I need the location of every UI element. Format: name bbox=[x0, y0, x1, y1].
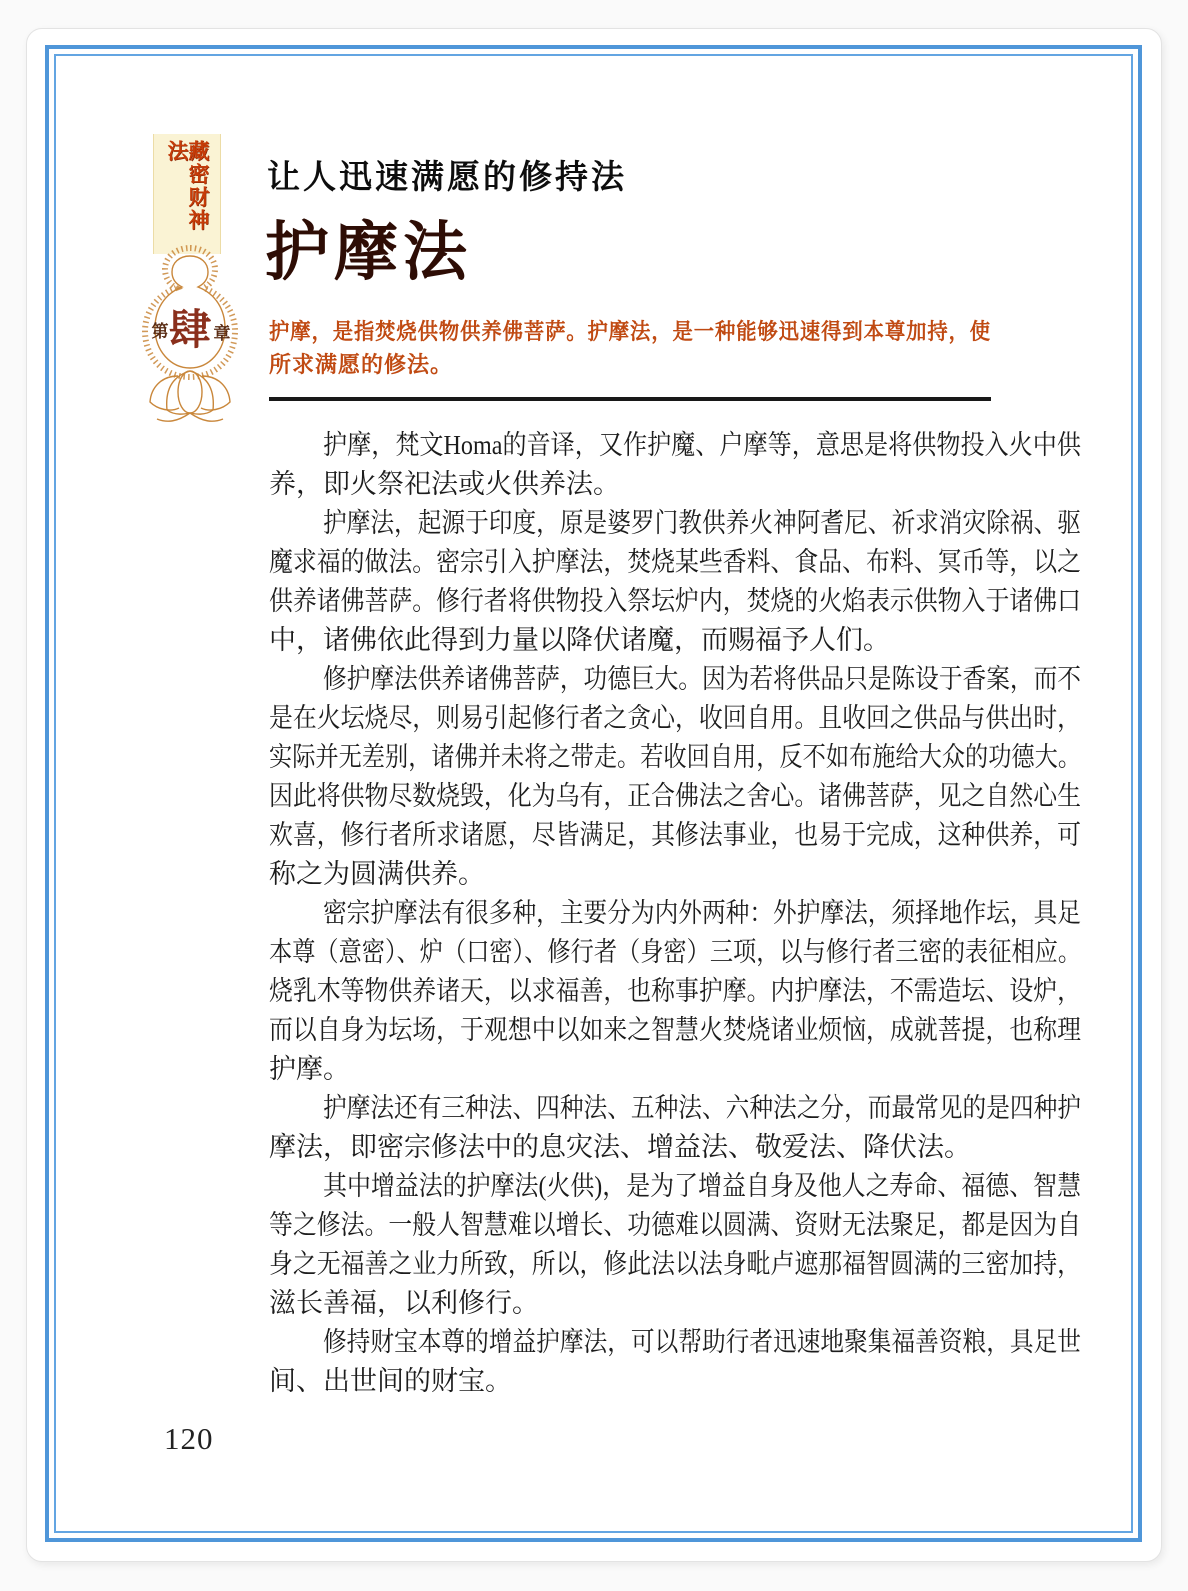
text-line: 所求满愿的修法。 bbox=[269, 352, 454, 377]
text-line: 欢喜，修行者所求诸愿，尽皆满足，其修法事业，也易于完成，这种供养，可 bbox=[269, 820, 1081, 850]
chapter-numeral: 肆 bbox=[168, 308, 212, 354]
header-divider bbox=[269, 397, 991, 401]
text-line: 魔求福的做法。密宗引入护摩法，焚烧某些香料、食品、布料、冥币等，以之 bbox=[269, 547, 1081, 577]
page-title: 护摩法 bbox=[265, 217, 472, 288]
intro-text bbox=[269, 315, 991, 381]
text-line: 养，即火祭祀法或火供养法。 bbox=[269, 469, 620, 499]
lotus-ornament bbox=[150, 371, 230, 421]
text-line: 其中增益法的护摩法(火供)，是为了增益自身及他人之寿命、福德、智慧 bbox=[323, 1171, 1082, 1201]
chapter-emblem bbox=[127, 244, 253, 426]
series-title: 藏密财神法 bbox=[165, 140, 210, 232]
text-line: 密宗护摩法有很多种，主要分为内外两种：外护摩法，须择地作坛，具足 bbox=[323, 898, 1081, 928]
text-line: 中，诸佛依此得到力量以降伏诸魔，而赐福予人们。 bbox=[269, 625, 890, 655]
chapter-suffix: 章 bbox=[213, 324, 231, 343]
text-line: 护摩，梵文Homa的音译，又作护魔、户摩等，意思是将供物投入火中供 bbox=[323, 430, 1081, 460]
text-line: 而以自身为坛场，于观想中以如来之智慧火焚烧诸业烦恼，成就菩提，也称理 bbox=[269, 1015, 1081, 1045]
text-line: 身之无福善之业力所致，所以，修此法以法身毗卢遮那福智圆满的三密加持， bbox=[269, 1249, 1081, 1279]
text-line: 摩法，即密宗修法中的息灾法、增益法、敬爱法、降伏法。 bbox=[269, 1132, 971, 1162]
text-line: 护摩法，起源于印度，原是婆罗门教供养火神阿耆尼、祈求消灾除祸、驱 bbox=[323, 508, 1081, 538]
body-text bbox=[269, 426, 1081, 1401]
text-line: 修护摩法供养诸佛菩萨，功德巨大。因为若将供品只是陈设于香案，而不 bbox=[323, 664, 1081, 694]
series-ribbon bbox=[153, 134, 221, 254]
text-line: 等之修法。一般人智慧难以增长、功德难以圆满、资财无法聚足，都是因为自 bbox=[269, 1210, 1081, 1240]
text-line: 护摩。 bbox=[269, 1054, 350, 1084]
chapter-subtitle: 让人迅速满愿的修持法 bbox=[267, 158, 627, 195]
text-line: 是在火坛烧尽，则易引起修行者之贪心，收回自用。且收回之供品与供出时， bbox=[269, 703, 1081, 733]
text-line: 本尊（意密）、炉（口密）、修行者（身密）三项，以与修行者三密的表征相应。 bbox=[269, 937, 1082, 967]
text-line: 因此将供物尽数烧毁，化为乌有，正合佛法之舍心。诸佛菩萨，见之自然心生 bbox=[269, 781, 1081, 811]
text-line: 护摩法还有三种法、四种法、五种法、六种法之分，而最常见的是四种护 bbox=[323, 1093, 1081, 1123]
text-line: 护摩，是指焚烧供物供养佛菩萨。护摩法，是一种能够迅速得到本尊加持，使 bbox=[269, 319, 992, 344]
text-line: 间、出世间的财宝。 bbox=[269, 1366, 512, 1396]
book-page bbox=[26, 28, 1162, 1562]
chapter-prefix: 第 bbox=[151, 322, 169, 341]
text-line: 烧乳木等物供养诸天，以求福善，也称事护摩。内护摩法，不需造坛、设炉， bbox=[269, 976, 1081, 1006]
text-line: 供养诸佛菩萨。修行者将供物投入祭坛炉内，焚烧的火焰表示供物入于诸佛口 bbox=[269, 586, 1081, 616]
text-line: 称之为圆满供养。 bbox=[269, 859, 485, 889]
text-line: 实际并无差别，诸佛并未将之带走。若收回自用，反不如布施给大众的功德大。 bbox=[269, 742, 1082, 772]
text-line: 修持财宝本尊的增益护摩法，可以帮助行者迅速地聚集福善资粮，具足世 bbox=[323, 1327, 1081, 1357]
page-number: 120 bbox=[164, 1421, 214, 1456]
text-line: 滋长善福，以利修行。 bbox=[269, 1288, 539, 1318]
